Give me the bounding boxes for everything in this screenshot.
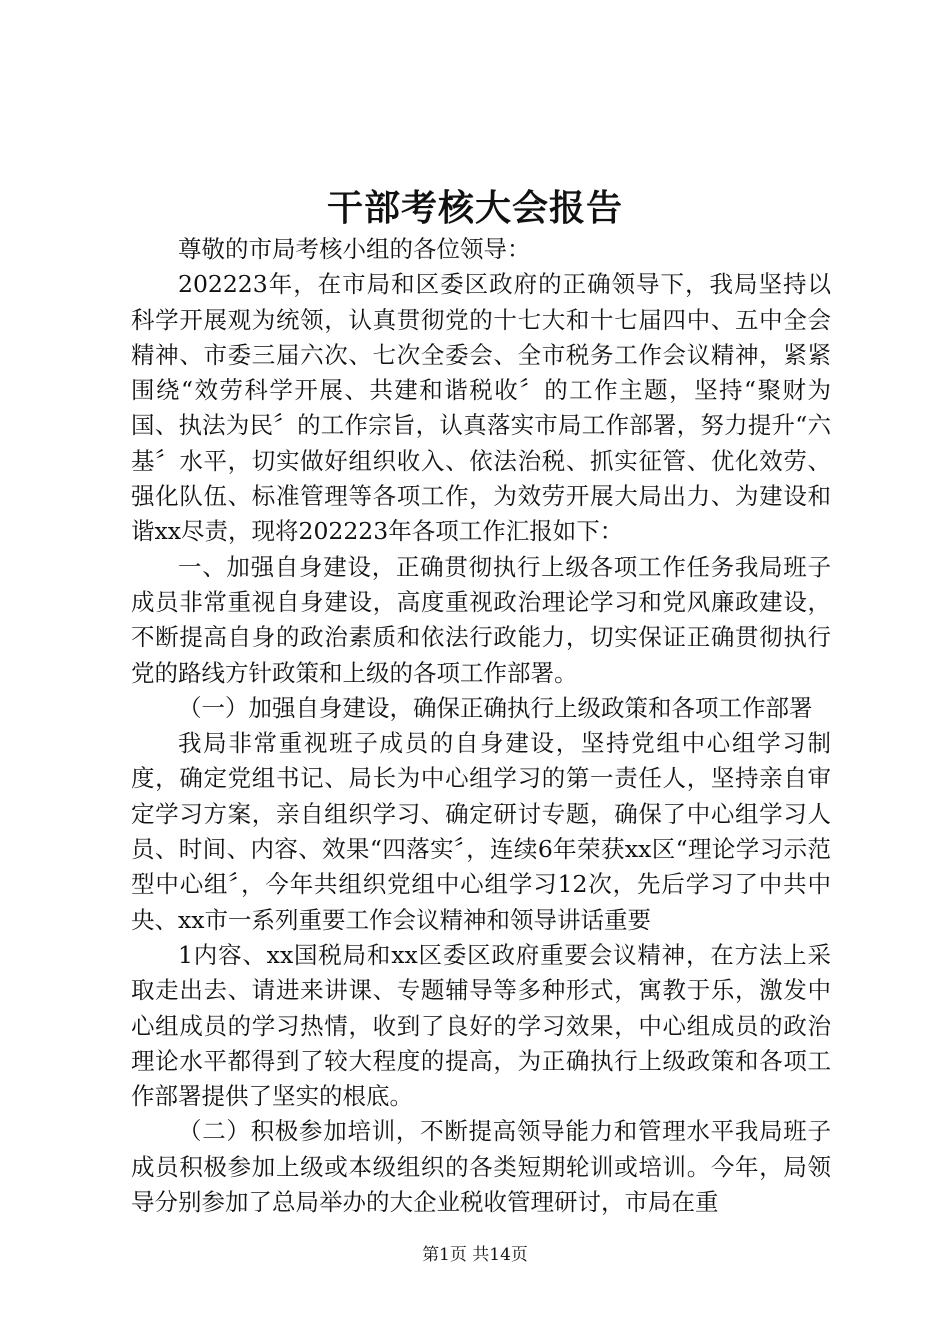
section-heading: （一）加强自身建设，确保正确执行上级政策和各项工作部署 [178, 693, 813, 722]
page-number: 第1页 共14页 [422, 1245, 528, 1265]
document-title: 干部考核大会报告 [326, 187, 623, 229]
document-body [131, 232, 831, 1220]
paragraph: （二）积极参加培训，不断提高领导能力和管理水平我局班子成员积极参加上级或本级组织的各类短期轮训或培训。今年，局领导分别参加了总局举办的大企业税收管理研讨，市局在重 [131, 1117, 831, 1217]
paragraph: 1内容、xx国税局和xx区委区政府重要会议精神，在方法上采取走出去、请进来讲课、专题辅导等多种形式，寓教于乐，激发中心组成员的学习热情，收到了良好的学习效果，中心组成员的政治理论水平都得到了较大程度的提高，为正确执行上级政策和各项工作部署提供了坚实的根底。 [131, 940, 831, 1111]
salutation: 尊敬的市局考核小组的各位领导： [178, 235, 531, 263]
paragraph: 我局非常重视班子成员的自身建设，坚持党组中心组学习制度，确定党组书记、局长为中心组学习的第一责任人，坚持亲自审定学习方案，亲自组织学习、确定研讨专题，确保了中心组学习人员、时间、内容、效果“四落实〞，连续6年荣获xx区“理论学习示范型中心组〞，今年共组织党组中心组学习12次，先后学习了中共中央、xx市一系列重要工作会议精神和领导讲话重要 [131, 729, 831, 934]
paragraph: 202223年，在市局和区委区政府的正确领导下，我局坚持以科学开展观为统领，认真贯彻党的十七大和十七届四中、五中全会精神、市委三届六次、七次全委会、全市税务工作会议精神，紧紧围绕“效劳科学开展、共建和谐税收〞的工作主题，坚持“聚财为国、执法为民〞的工作宗旨，认真落实市局工作部署，努力提升“六基〞水平，切实做好组织收入、依法治税、抓实征管、优化效劳、强化队伍、标准管理等各项工作，为效劳开展大局出力、为建设和谐xx尽责，现将202223年各项工作汇报如下： [131, 270, 831, 546]
paragraph: 一、加强自身建设，正确贯彻执行上级各项工作任务我局班子成员非常重视自身建设，高度重视政治理论学习和党风廉政建设，不断提高自身的政治素质和依法行政能力，切实保证正确贯彻执行党的路线方针政策和上级的各项工作部署。 [131, 552, 831, 687]
